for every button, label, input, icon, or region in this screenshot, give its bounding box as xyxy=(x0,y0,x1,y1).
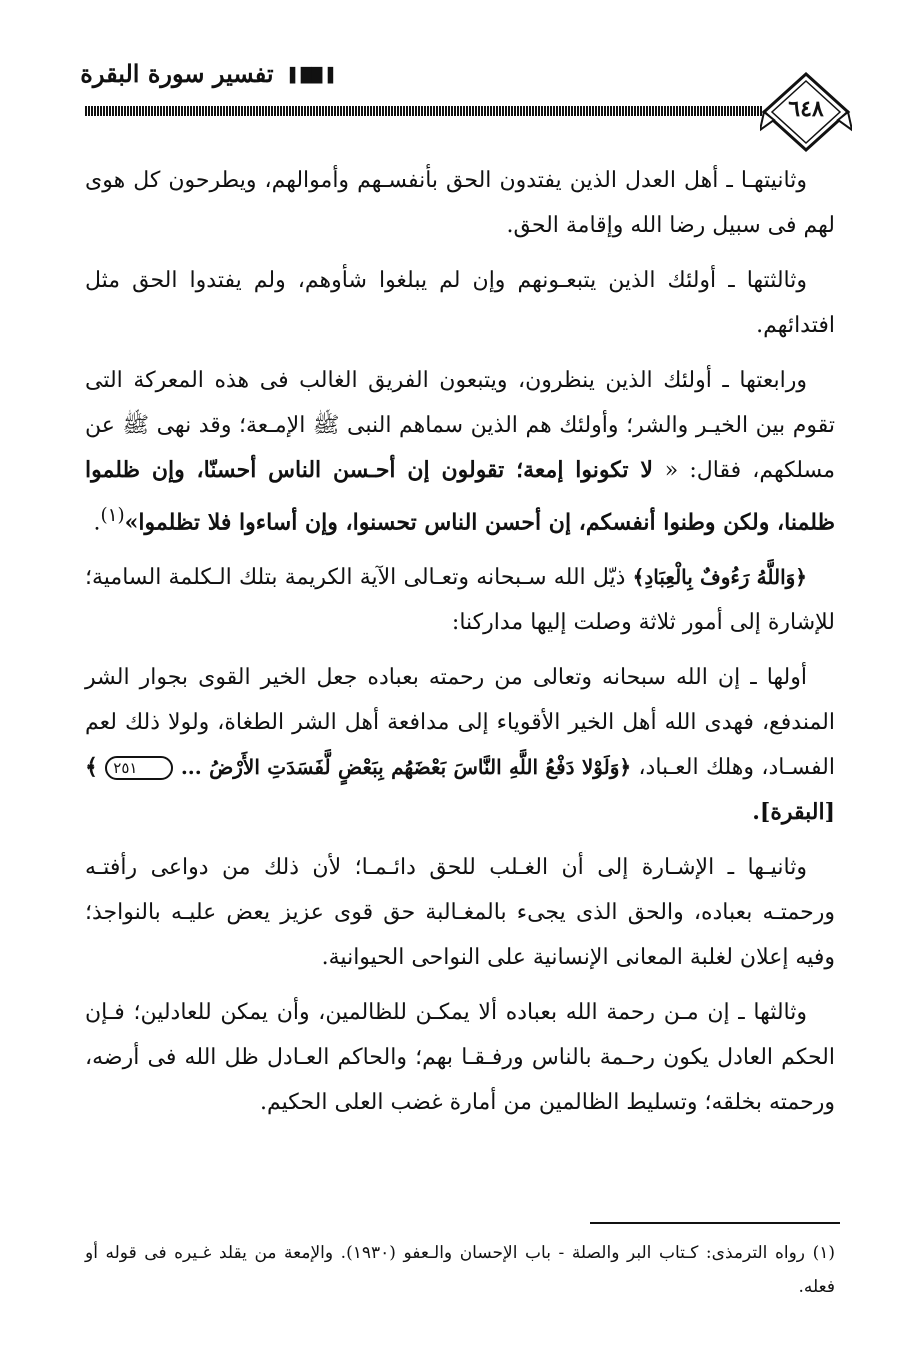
quran-verse: ﴿وَلَوْلا دَفْعُ اللَّهِ النَّاسَ بَعْضَهُم بِبَعْضٍ لَّفَسَدَتِ الأَرْضُ ... xyxy=(180,755,632,780)
quran-verse: ﴿وَاللَّهُ رَءُوفٌ بِالْعِبَادِ﴾ xyxy=(632,565,807,590)
paragraph: وثانيتهـا ـ أهل العدل الذين يفتدون الحق بأنفسـهم وأموالهم، ويطرحون كل هوى لهم فى سبيل رضا الله وإقامة الحق. xyxy=(85,168,835,238)
paragraph: وثالثها ـ إن مـن رحمة الله بعباده ألا يمكـن للظالمين، وأن يمكن للعادلين؛ فـإن الحكم العادل يكون رحـمة بالناس ورفـقـا بهم؛ والحاكم العـادل ظل الله فى أرضه، ورحمته بخلقه؛ وتسليط الظالمين من أمارة غضب العلى الحكيم. xyxy=(85,1000,835,1116)
verse-close: ﴾ xyxy=(85,754,98,781)
paragraph xyxy=(85,358,835,545)
verse-number: ٢٥١ xyxy=(105,756,173,780)
paragraph xyxy=(85,555,835,645)
page-header xyxy=(0,55,923,165)
surah-ref: [البقرة]. xyxy=(752,799,835,826)
header-rule xyxy=(85,106,763,116)
running-title-text: تفسير سورة البقرة xyxy=(80,59,274,88)
footnote: (١) رواه الترمذى: كـتاب البر والصلة - باب الإحسان والـعفو (١٩٣٠). والإمعة من يقلد غـيره فى قوله أو فعله. xyxy=(85,1243,835,1297)
paragraph: وثالثتها ـ أولئك الذين يتبعـونهم وإن لم يبلغوا شأوهم، ولم يفتدوا الحق مثل افتدائهم. xyxy=(85,268,835,338)
footnote-rule xyxy=(590,1222,840,1224)
paragraph-text: ورابعتها ـ أولئك الذين ينظرون، ويتبعون الفريق الغالب فى هذه المعركة التى تقوم بين الخيـر والشر؛ وأولئك هم الذين سماهم النبى ﷺ الإمـعة؛ وقد نهى ﷺ عن مسلكهم، فقال: « xyxy=(85,368,835,483)
page-number-badge xyxy=(760,72,852,154)
paragraph xyxy=(85,655,835,835)
ornament-icon: ▐██▌ xyxy=(289,67,333,84)
footnote-ref: (١) xyxy=(100,505,125,526)
paragraph-text: أولها ـ إن الله سبحانه وتعالى من رحمته بعباده جعل الخير القوى بجوار الشر المندفع، فهدى الله أهل الخير الأقوياء إلى مدافعة أهل الشر الطغاة، ولولا ذلك لعم الفسـاد، وهلك العـباد، xyxy=(85,665,836,781)
main-text xyxy=(85,158,835,1135)
page-number: ٦٤٨ xyxy=(788,96,824,122)
paragraph: وثانيـها ـ الإشـارة إلى أن الغـلب للحق دائـمـا؛ لأن ذلك من دواعى رأفتـه ورحمتـه بعباده، والحق الذى يجىء بالمغـالبة حق قوى عزيز يعض عليـه بالنواجذ؛ وفيه إعلان لغلبة المعانى الإنسانية على النواحى الحيوانية. xyxy=(85,855,835,971)
paragraph-text: ذيّل الله سـبحانه وتعـالى الآية الكريمة بتلك الـكلمة السامية؛ للإشارة إلى أمور ثلاثة وصلت إليها مداركنا: xyxy=(85,565,835,636)
hadith-quote: لا تكونوا إمعة؛ تقولون إن أحـسن الناس أحسنّا، وإن ظلموا ظلمنا، ولكن وطنوا أنفسكم، إن أحسن الناس تحسنوا، وإن أساءوا فلا تظلموا» xyxy=(85,457,835,536)
paragraph-end: . xyxy=(93,510,101,536)
running-title xyxy=(80,59,333,88)
